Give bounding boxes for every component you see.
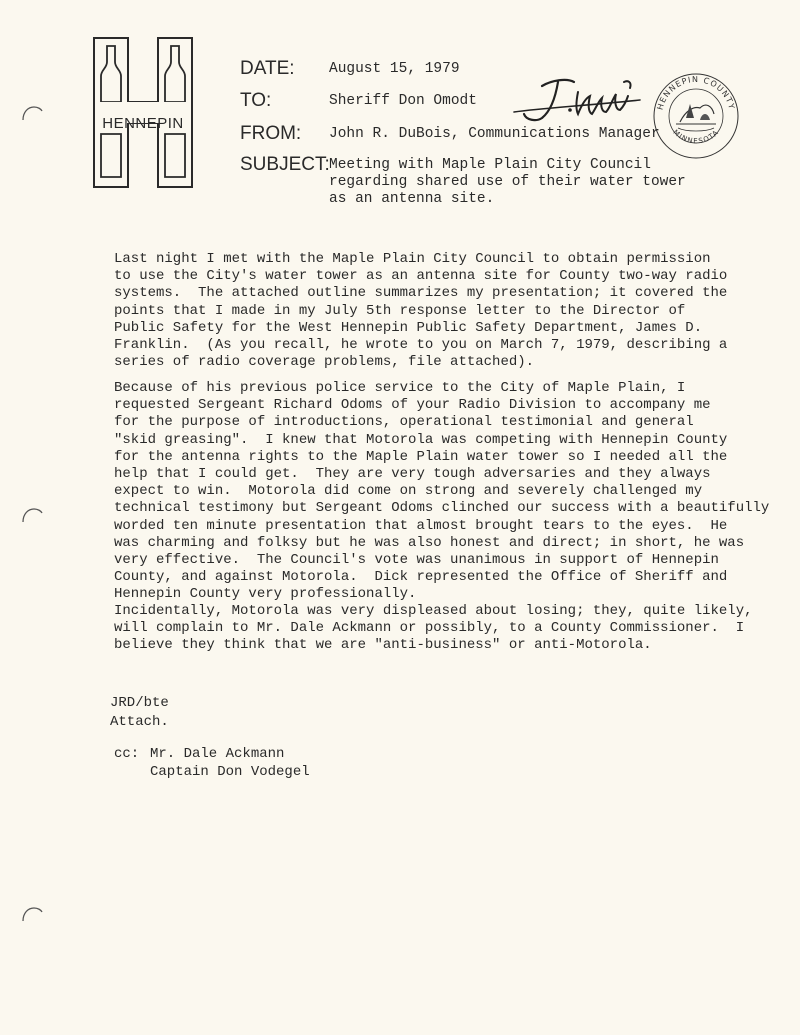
from-value: John R. DuBois, Communications Manager xyxy=(329,126,660,142)
punch-hole-icon xyxy=(20,504,44,528)
text-line: "skid greasing". I knew that Motorola was competing with Hennepin County xyxy=(114,431,728,448)
text-line: help that I could get. They are very tough adversaries and they always xyxy=(114,466,711,483)
cc-recipient: Mr. Dale Ackmann xyxy=(150,746,285,762)
paragraph xyxy=(114,251,754,371)
text-line: Hennepin County very professionally. xyxy=(114,586,417,603)
hennepin-logo xyxy=(92,36,194,189)
text-line: requested Sergeant Richard Odoms of your Radio Division to accompany me xyxy=(114,397,711,414)
author-initials: JRD/bte xyxy=(110,695,169,711)
text-line: systems. The attached outline summarizes my presentation; it covered the xyxy=(114,285,728,302)
svg-text:HENNEPIN COUNTY xyxy=(656,75,737,111)
paragraph xyxy=(114,380,770,604)
logo-text: HENNEPIN xyxy=(102,115,184,132)
text-line: worded ten minute presentation that almost brought tears to the eyes. He xyxy=(114,517,728,534)
text-line: technical testimony but Sergeant Odoms clinched our success with a beautifully xyxy=(114,500,770,517)
punch-hole-icon xyxy=(20,903,44,927)
text-line: Because of his previous police service to the City of Maple Plain, I xyxy=(114,380,686,396)
text-line: expect to win. Motorola did come on strong and severely challenged my xyxy=(114,483,703,500)
subject-value xyxy=(329,157,686,208)
from-label: FROM: xyxy=(240,123,302,144)
text-line: Franklin. (As you recall, he wrote to you on March 7, 1979, describing a xyxy=(114,337,728,354)
text-line: Last night I met with the Maple Plain City Council to obtain permission xyxy=(114,251,711,267)
punch-hole-icon xyxy=(20,102,44,126)
cc-label: cc: xyxy=(114,746,140,762)
seal-bottom-text: MINNESOTA xyxy=(671,128,721,146)
to-label: TO: xyxy=(240,90,272,111)
date-label: DATE: xyxy=(240,58,295,79)
date-value: August 15, 1979 xyxy=(329,61,460,77)
text-line: believe they think that we are "anti-business" or anti-Motorola. xyxy=(114,637,652,654)
seal-top-text: HENNEPIN COUNTY xyxy=(655,74,737,111)
text-line: series of radio coverage problems, file attached). xyxy=(114,354,535,371)
subject-line: regarding shared use of their water tower xyxy=(329,174,686,190)
attachment-note: Attach. xyxy=(110,714,169,730)
cc-recipient: Captain Don Vodegel xyxy=(150,764,310,780)
text-line: for the purpose of introductions, operational testimonial and general xyxy=(114,414,694,431)
county-seal xyxy=(652,72,740,160)
to-value: Sheriff Don Omodt xyxy=(329,93,477,109)
text-line: County, and against Motorola. Dick represented the Office of Sheriff and xyxy=(114,569,728,586)
paragraph xyxy=(114,603,754,655)
text-line: to use the City's water tower as an antenna site for County two-way radio xyxy=(114,268,728,285)
subject-line: as an antenna site. xyxy=(329,191,495,207)
text-line: Incidentally, Motorola was very displeased about losing; they, quite likely, xyxy=(114,603,753,619)
text-line: very effective. The Council's vote was unanimous in support of Hennepin xyxy=(114,552,719,569)
text-line: Public Safety for the West Hennepin Public Safety Department, James D. xyxy=(114,319,703,336)
handwritten-signature xyxy=(512,72,647,127)
subject-label: SUBJECT: xyxy=(240,154,330,175)
closing-block xyxy=(110,694,169,732)
subject-line: Meeting with Maple Plain City Council xyxy=(329,157,651,173)
text-line: will complain to Mr. Dale Ackmann or possibly, to a County Commissioner. I xyxy=(114,620,745,637)
text-line: was charming and folksy but he was also honest and direct; in short, he was xyxy=(114,534,745,551)
text-line: for the antenna rights to the Maple Plain water tower so I needed all the xyxy=(114,448,728,465)
text-line: points that I made in my July 5th response letter to the Director of xyxy=(114,302,686,319)
